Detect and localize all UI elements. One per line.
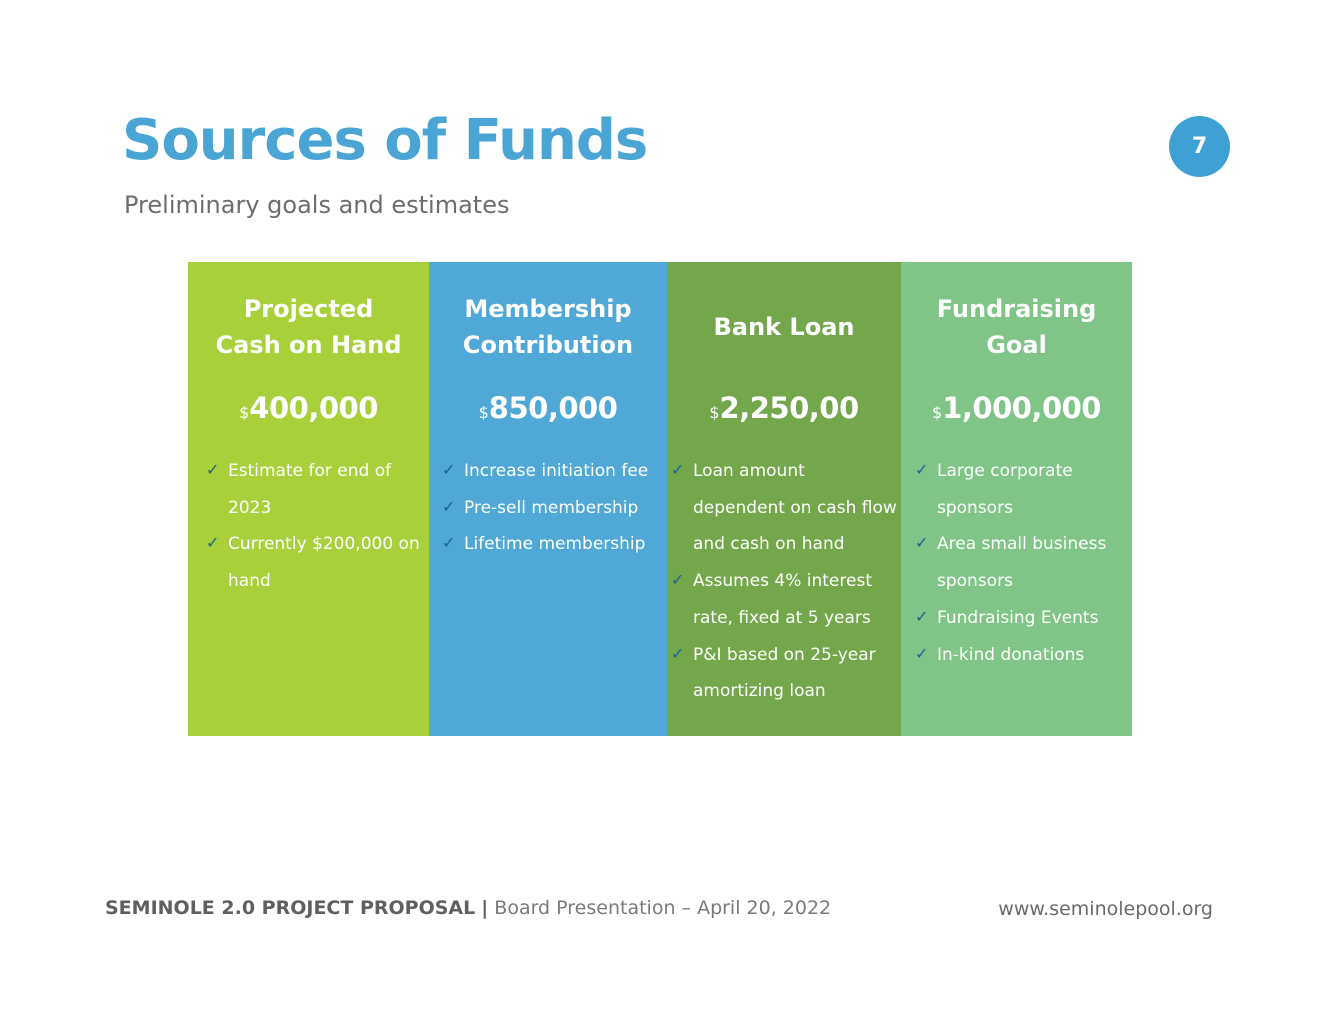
bullet-list — [206, 453, 421, 600]
bullet-text: In-kind donations — [937, 644, 1085, 665]
panel-heading: Fundraising Goal — [936, 295, 1097, 359]
currency-symbol: $ — [478, 403, 489, 422]
panel-projected-cash — [188, 262, 429, 736]
panel-membership-contribution — [429, 262, 667, 736]
funding-sources-panels — [188, 262, 1132, 736]
bullet-text: P&I based on 25-year amortizing loan — [693, 644, 876, 702]
check-icon: ✓ — [206, 460, 220, 479]
amount-value: 1,000,000 — [942, 391, 1101, 425]
panel-heading: Projected Cash on Hand — [215, 295, 402, 359]
check-icon: ✓ — [915, 606, 929, 626]
bullet-item — [671, 637, 897, 710]
bullet-text: Loan amount dependent on cash flow and cash on hand — [693, 461, 897, 555]
bullet-item — [442, 490, 665, 527]
check-icon: ✓ — [671, 460, 685, 479]
slide-title: Sources of Funds — [122, 108, 648, 173]
panel-amount — [667, 390, 901, 432]
check-icon: ✓ — [915, 460, 929, 479]
panel-bank-loan — [667, 262, 901, 736]
slide-subtitle: Preliminary goals and estimates — [124, 191, 510, 219]
bullet-item — [206, 453, 421, 526]
check-icon: ✓ — [442, 460, 456, 479]
footer-project-line — [105, 894, 831, 922]
bullet-text: Area small business sponsors — [937, 534, 1107, 592]
bullet-item — [206, 526, 421, 599]
bullet-text: Increase initiation fee — [464, 461, 649, 481]
bullet-text: Assumes 4% interest rate, fixed at 5 years — [693, 571, 872, 628]
check-icon: ✓ — [915, 643, 929, 663]
bullet-text: Large corporate sponsors — [937, 461, 1073, 518]
panel-heading: Bank Loan — [713, 313, 855, 341]
panel-amount — [901, 390, 1132, 432]
footer-website-url[interactable]: www.seminolepool.org — [998, 898, 1213, 920]
bullet-text: Estimate for end of 2023 — [228, 461, 392, 518]
bullet-list — [915, 453, 1124, 673]
bullet-text: Lifetime membership — [464, 534, 646, 555]
bullet-item — [442, 526, 665, 563]
check-icon: ✓ — [671, 643, 685, 663]
bullet-item — [915, 453, 1124, 526]
currency-symbol: $ — [239, 403, 250, 422]
check-icon: ✓ — [442, 533, 456, 553]
bullet-list — [442, 453, 665, 563]
bullet-item — [915, 637, 1124, 674]
check-icon: ✓ — [671, 570, 685, 590]
page-number-badge: 7 — [1169, 116, 1230, 177]
currency-symbol: $ — [932, 403, 943, 422]
amount-value: 850,000 — [488, 391, 618, 425]
check-icon: ✓ — [206, 533, 220, 553]
check-icon: ✓ — [915, 533, 929, 553]
bullet-item — [915, 526, 1124, 599]
amount-value: 400,000 — [249, 391, 378, 425]
bullet-item — [671, 453, 897, 563]
panel-amount — [188, 390, 429, 432]
panel-amount — [429, 390, 667, 432]
bullet-item — [915, 600, 1124, 637]
bullet-text: Currently $200,000 on hand — [228, 534, 420, 592]
panel-fundraising-goal — [901, 262, 1132, 736]
panel-heading: Membership Contribution — [462, 295, 634, 359]
footer-project-name: SEMINOLE 2.0 PROJECT PROPOSAL — [105, 897, 476, 919]
footer-separator: | — [481, 897, 489, 919]
currency-symbol: $ — [709, 403, 720, 422]
bullet-text: Pre-sell membership — [464, 497, 639, 518]
bullet-list — [671, 453, 897, 710]
bullet-item — [671, 563, 897, 636]
footer-event-date: Board Presentation – April 20, 2022 — [494, 897, 832, 919]
amount-value: 2,250,00 — [719, 391, 859, 425]
bullet-item — [442, 453, 665, 490]
check-icon: ✓ — [442, 496, 456, 516]
bullet-text: Fundraising Events — [937, 607, 1099, 628]
